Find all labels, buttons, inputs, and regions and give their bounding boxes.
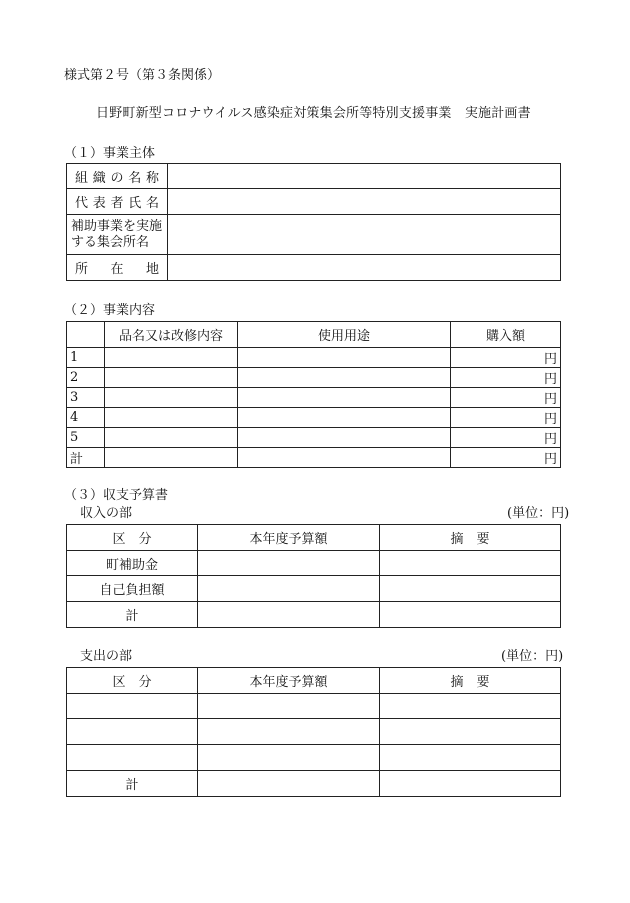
row-number: 4 <box>67 408 105 428</box>
item-field[interactable] <box>105 448 238 468</box>
amount-field[interactable]: 円 <box>451 408 561 428</box>
expense-subheading: 支出の部 <box>80 649 133 664</box>
purpose-field[interactable] <box>238 448 451 468</box>
budget-field[interactable] <box>198 771 380 797</box>
table-row <box>67 745 561 771</box>
item-field[interactable] <box>105 388 238 408</box>
summary-field[interactable] <box>380 694 561 719</box>
item-field[interactable] <box>105 368 238 388</box>
facility-name-label-line1: 補助事業を実施 <box>71 218 163 234</box>
representative-field[interactable] <box>168 189 561 215</box>
table-row <box>67 551 561 576</box>
total-label: 計 <box>67 448 105 468</box>
representative-label: 代表者氏名 <box>67 189 168 215</box>
section2-heading: （２）事業内容 <box>64 303 156 318</box>
expense-table <box>66 667 561 797</box>
row-number: 3 <box>67 388 105 408</box>
income-table <box>66 524 561 628</box>
row-number: 5 <box>67 428 105 448</box>
income-unit-note: (単位：円) <box>507 506 570 521</box>
summary-field[interactable] <box>380 576 561 602</box>
table-header-row <box>67 668 561 694</box>
facility-name-field[interactable] <box>168 215 561 255</box>
amount-field[interactable]: 円 <box>451 388 561 408</box>
purpose-field[interactable] <box>238 428 451 448</box>
table-row <box>67 694 561 719</box>
table-row <box>67 576 561 602</box>
budget-field[interactable] <box>198 551 380 576</box>
no-column-header <box>67 322 105 348</box>
total-label: 計 <box>67 602 198 628</box>
amount-field[interactable]: 円 <box>451 428 561 448</box>
category-label: 自己負担額 <box>67 576 198 602</box>
table-row <box>67 348 561 368</box>
item-field[interactable] <box>105 348 238 368</box>
item-field[interactable] <box>105 408 238 428</box>
table-row <box>67 388 561 408</box>
address-label: 所在地 <box>67 255 168 281</box>
summary-column-header: 摘 要 <box>380 525 561 551</box>
category-field[interactable] <box>67 719 198 745</box>
project-content-table <box>66 321 561 468</box>
total-row <box>67 602 561 628</box>
item-column-header: 品名又は改修内容 <box>105 322 238 348</box>
amount-field[interactable]: 円 <box>451 348 561 368</box>
budget-column-header: 本年度予算額 <box>198 668 380 694</box>
summary-field[interactable] <box>380 745 561 771</box>
budget-field[interactable] <box>198 576 380 602</box>
total-label: 計 <box>67 771 198 797</box>
table-row <box>67 408 561 428</box>
category-column-header: 区 分 <box>67 668 198 694</box>
category-column-header: 区 分 <box>67 525 198 551</box>
facility-name-label-line2: する集会所名 <box>71 234 150 250</box>
summary-field[interactable] <box>380 551 561 576</box>
address-field[interactable] <box>168 255 561 281</box>
row-number: 2 <box>67 368 105 388</box>
item-field[interactable] <box>105 428 238 448</box>
amount-field[interactable]: 円 <box>451 368 561 388</box>
summary-field[interactable] <box>380 771 561 797</box>
section3-heading: （３）収支予算書 <box>64 488 169 503</box>
expense-unit-note: (単位：円) <box>501 649 564 664</box>
table-row <box>67 368 561 388</box>
row-number: 1 <box>67 348 105 368</box>
document-title: 日野町新型コロナウイルス感染症対策集会所等特別支援事業 実施計画書 <box>96 106 531 121</box>
budget-column-header: 本年度予算額 <box>198 525 380 551</box>
table-header-row <box>67 322 561 348</box>
purpose-field[interactable] <box>238 368 451 388</box>
section1-heading: （１）事業主体 <box>64 146 156 161</box>
table-row <box>67 189 561 215</box>
table-row <box>67 164 561 189</box>
budget-field[interactable] <box>198 694 380 719</box>
budget-field[interactable] <box>198 745 380 771</box>
purpose-field[interactable] <box>238 408 451 428</box>
category-label: 町補助金 <box>67 551 198 576</box>
budget-field[interactable] <box>198 719 380 745</box>
purpose-field[interactable] <box>238 348 451 368</box>
org-name-field[interactable] <box>168 164 561 189</box>
total-amount-field[interactable]: 円 <box>451 448 561 468</box>
total-row <box>67 448 561 468</box>
form-number: 様式第２号（第３条関係） <box>64 68 221 83</box>
organization-table <box>66 163 561 281</box>
summary-field[interactable] <box>380 719 561 745</box>
budget-field[interactable] <box>198 602 380 628</box>
income-subheading: 収入の部 <box>80 506 133 521</box>
org-name-label: 組織の名称 <box>67 164 168 189</box>
table-row <box>67 215 561 255</box>
summary-column-header: 摘 要 <box>380 668 561 694</box>
total-row <box>67 771 561 797</box>
table-row <box>67 255 561 281</box>
amount-column-header: 購入額 <box>451 322 561 348</box>
purpose-field[interactable] <box>238 388 451 408</box>
table-row <box>67 428 561 448</box>
facility-name-label <box>67 215 168 255</box>
category-field[interactable] <box>67 745 198 771</box>
summary-field[interactable] <box>380 602 561 628</box>
table-header-row <box>67 525 561 551</box>
purpose-column-header: 使用用途 <box>238 322 451 348</box>
category-field[interactable] <box>67 694 198 719</box>
table-row <box>67 719 561 745</box>
